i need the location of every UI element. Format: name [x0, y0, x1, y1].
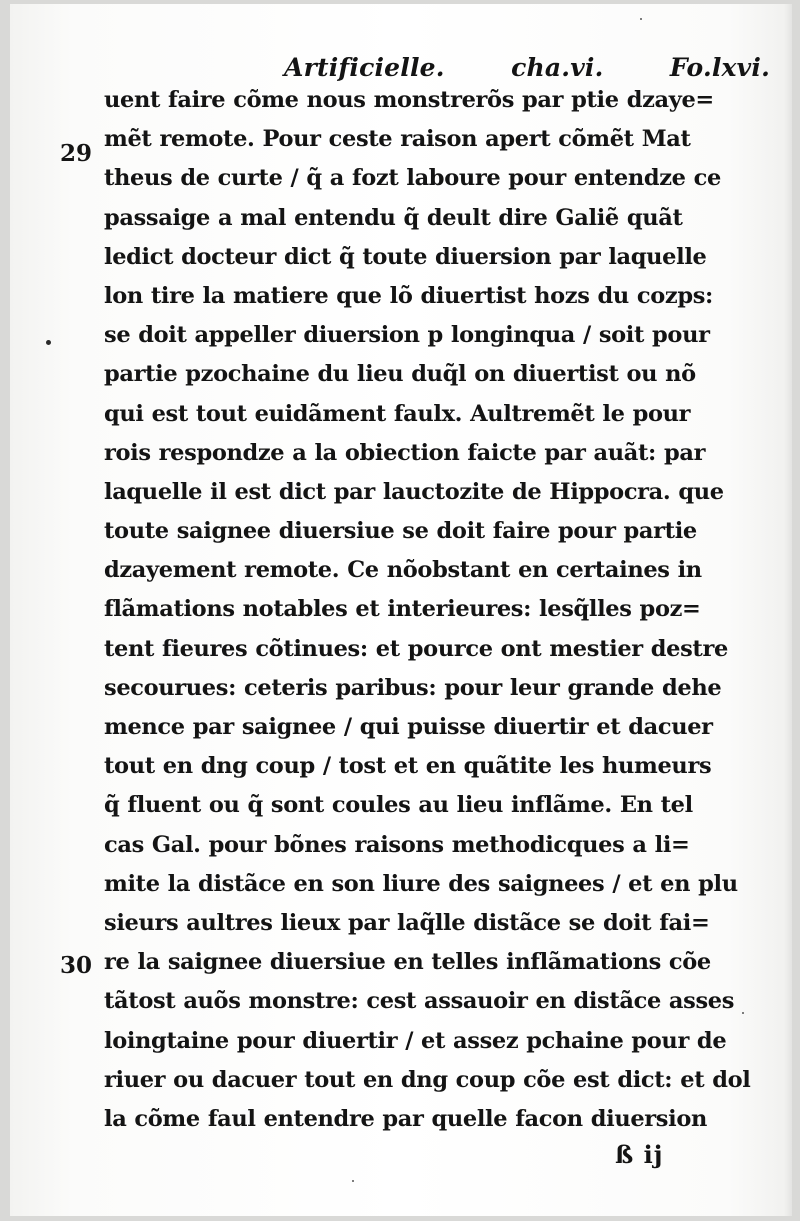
page-edge-shadow [784, 4, 792, 1216]
text-line: toute saignee diuersiue se doit faire pour partie [104, 518, 697, 545]
running-head-title: Artificielle. [284, 53, 445, 82]
text-line: cas Gal. pour bõnes raisons methodicques a li= [104, 831, 690, 858]
running-head-folio: Fo.lxvi. [669, 53, 770, 82]
margin-dot-mark [46, 340, 51, 345]
text-line: tout en dng coup / tost et en quãtite les humeurs [104, 753, 712, 780]
text-line: tent fieures cõtinues: et pource ont mestier destre [104, 635, 728, 662]
text-line: q̃ fluent ou q̃ sont coules au lieu inflãme. En tel [104, 792, 693, 819]
margin-note-29: 29 [60, 140, 93, 167]
text-line: riuer ou dacuer tout en dng coup cõe est dict: et dol [104, 1066, 751, 1093]
text-line: passaige a mal entendu q̃ deult dire Galiẽ quãt [104, 204, 683, 231]
text-line: dzayement remote. Ce nõobstant en certaines in [104, 557, 702, 584]
ink-speck [640, 18, 642, 20]
text-line: lon tire la matiere que lõ diuertist hozs du cozps: [104, 282, 713, 309]
text-line: se doit appeller diuersion p longinqua / soit pour [104, 322, 710, 349]
text-line: uent faire cõme nous monstrerõs par ptie dzaye= [104, 87, 714, 113]
running-head-chapter: cha.vi. [511, 53, 604, 82]
ink-speck [352, 1180, 354, 1182]
text-line: partie pzochaine du lieu duq̃l on diuertist ou nõ [104, 361, 696, 388]
text-line: laquelle il est dict par lauctozite de Hippocra. que [104, 478, 724, 505]
ink-speck [742, 1012, 744, 1014]
text-line: secourues: ceteris paribus: pour leur grande dehe [104, 674, 722, 701]
body-text [104, 81, 774, 1139]
text-line: tãtost auõs monstre: cest assauoir en distãce asses [104, 988, 735, 1015]
text-line: mite la distãce en son liure des saignees / et en plu [104, 870, 738, 897]
text-line: ledict docteur dict q̃ toute diuersion par laquelle [104, 243, 707, 270]
signature-mark: ß ij [615, 1140, 664, 1169]
text-line: qui est tout euidãment faulx. Aultremẽt le pour [104, 400, 691, 427]
text-line: re la saignee diuersiue en telles inflãmations cõe [104, 949, 711, 976]
text-line: mẽt remote. Pour ceste raison apert cõmẽt Mat [104, 126, 691, 153]
text-line: loingtaine pour diuertir / et assez pchaine pour de [104, 1027, 727, 1054]
text-line: la cõme faul entendre par quelle facon diuersion [104, 1105, 707, 1132]
text-line: rois respondze a la obiection faicte par auãt: par [104, 439, 706, 466]
text-line: sieurs aultres lieux par laq̃lle distãce se doit fai= [104, 909, 710, 936]
text-line: mence par saignee / qui puisse diuertir et dacuer [104, 714, 713, 740]
margin-note-30: 30 [60, 952, 93, 979]
running-head [284, 42, 770, 82]
text-line: flãmations notables et interieures: lesq̃lles poz= [104, 596, 701, 623]
text-line: theus de curte / q̃ a fozt laboure pour entendze ce [104, 165, 721, 192]
